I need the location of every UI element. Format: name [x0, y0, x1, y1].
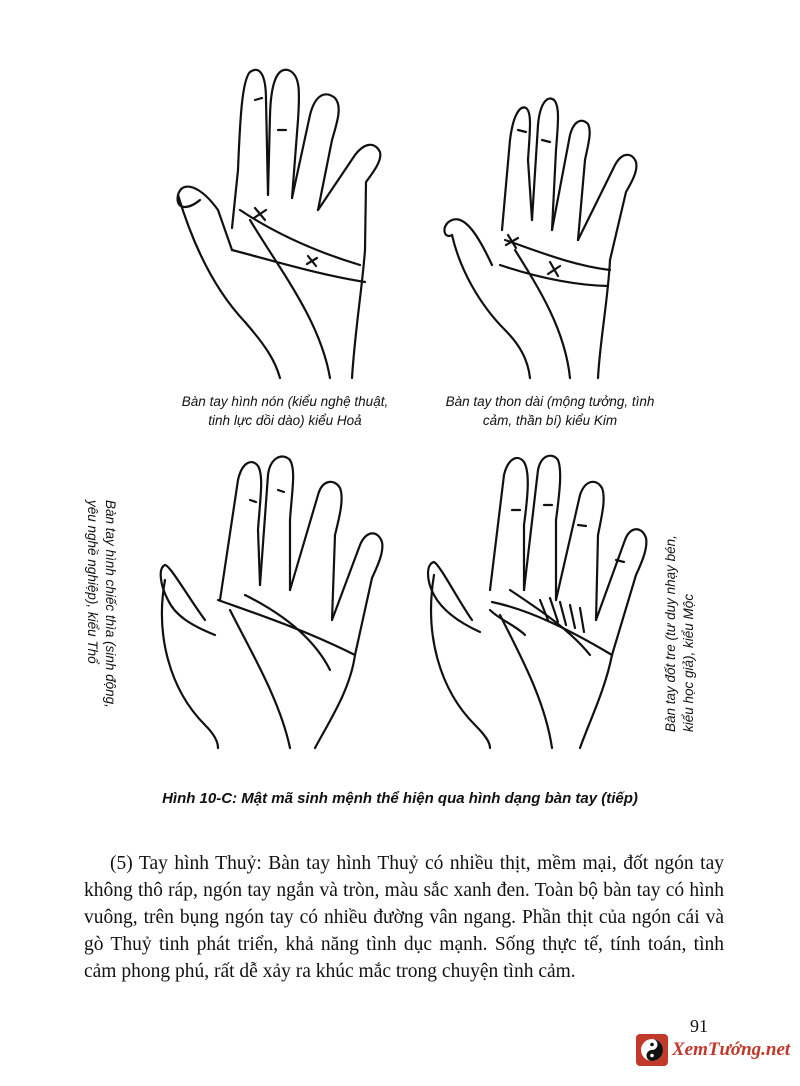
- hand-illustration-hoa: [170, 60, 400, 380]
- caption-kim-line-1: Bàn tay thon dài (mộng tưởng, tình: [445, 394, 655, 409]
- hand-illustration-kim: [440, 90, 650, 380]
- caption-kim: [430, 392, 670, 430]
- caption-kim-line-2: cảm, thần bí) kiểu Kim: [482, 413, 618, 428]
- body-paragraph: (5) Tay hình Thuỷ: Bàn tay hình Thuỷ có nhiều thịt, mềm mại, đốt ngón tay không thô ráp, ngón tay ngắn và tròn, màu sắc xanh đen. Toàn bộ bàn tay có hình vuông, trên bụng ngón tay có nhiều đường vân ngang. Phần thịt của ngón cái và gò Thuỷ tinh phát triển, khả năng tình dục mạnh. Sống thực tế, tính toán, tình cảm phong phú, rất dễ xảy ra khúc mắc trong chuyện tình cảm.: [84, 853, 724, 982]
- caption-moc-line-2: kiểu học giả), kiểu Mộc: [681, 593, 696, 732]
- caption-hoa-line-2: tinh lực dồi dào) kiểu Hoả: [208, 413, 362, 428]
- hand-drawing: [150, 450, 410, 750]
- caption-tho-line-1: Bàn tay hình chiếc thìa (sinh động,: [103, 500, 118, 708]
- hand-illustration-moc: [420, 450, 660, 750]
- watermark-logo: [636, 1030, 798, 1070]
- hand-illustration-tho: [150, 450, 410, 750]
- caption-moc: [662, 492, 702, 732]
- hand-drawing: [170, 60, 400, 380]
- caption-tho-line-2: yêu nghề nghiệp), kiểu Thổ: [85, 500, 100, 664]
- caption-tho: [79, 500, 119, 740]
- hand-drawing: [420, 450, 660, 750]
- watermark-text: XemTướng.net: [672, 1039, 791, 1060]
- page-number: 91: [690, 1016, 708, 1036]
- yin-yang-icon: [636, 1034, 668, 1066]
- hand-drawing: [440, 90, 650, 380]
- figure-title: Hình 10-C: Mật mã sinh mệnh thể hiện qua hình dạng bàn tay (tiếp): [162, 790, 638, 807]
- caption-hoa-line-1: Bàn tay hình nón (kiểu nghệ thuật,: [181, 394, 389, 409]
- caption-moc-line-1: Bàn tay đốt tre (tư duy nhạy bén,: [663, 535, 678, 732]
- body-text: [84, 850, 724, 985]
- caption-hoa: [150, 392, 420, 430]
